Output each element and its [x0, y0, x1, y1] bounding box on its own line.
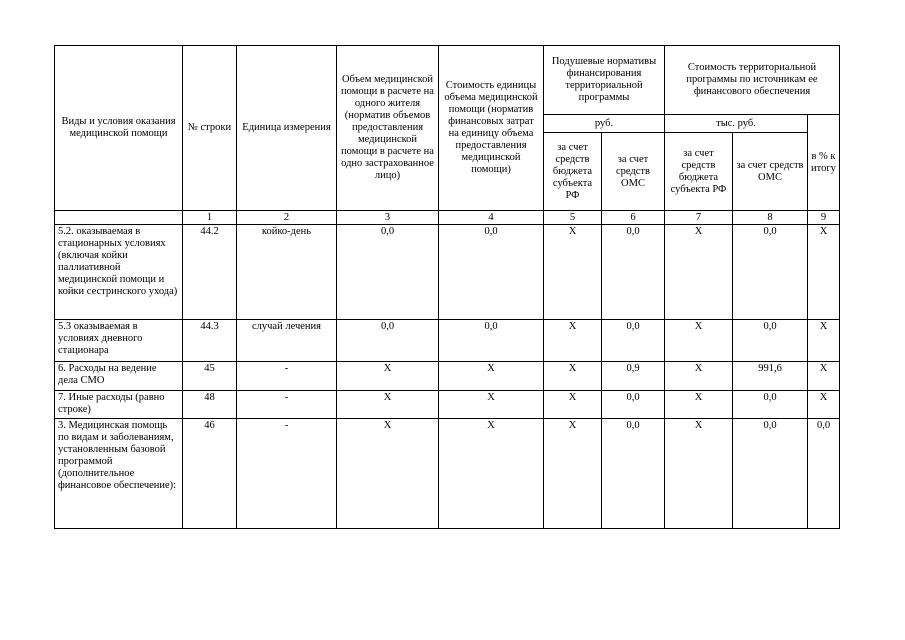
header-per-capita: Подушевые нормативы финансирования территориальной программы [544, 46, 665, 115]
header-budget-rf: за счет средств бюджета субъекта РФ [544, 133, 602, 211]
financing-table [54, 45, 840, 529]
row-percent: Х [808, 391, 840, 419]
header-volume: Объем медицинской помощи в расчете на одного жителя (норматив объемов предоставления медицинской помощи в расчете на одно застрахованное лицо) [337, 46, 439, 211]
row-per-capita-oms: 0,0 [602, 419, 665, 529]
row-percent: 0,0 [808, 419, 840, 529]
row-program-oms: 991,6 [733, 362, 808, 391]
row-unit: - [237, 419, 337, 529]
row-cost: Х [439, 419, 544, 529]
row-unit: - [237, 391, 337, 419]
column-number: 5 [544, 211, 602, 225]
row-per-capita-oms: 0,0 [602, 320, 665, 362]
column-number: 6 [602, 211, 665, 225]
row-name: 5.2. оказываемая в стационарных условиях (включая койки паллиативной медицинской помощи и койки сестринского ухода) [55, 225, 183, 320]
row-name: 6. Расходы на ведение дела СМО [55, 362, 183, 391]
table-row [55, 419, 840, 529]
row-cost: 0,0 [439, 225, 544, 320]
row-program-oms: 0,0 [733, 320, 808, 362]
row-program-budget: Х [665, 391, 733, 419]
row-percent: Х [808, 362, 840, 391]
header-unit-rub: руб. [544, 115, 665, 133]
header-oms-2: за счет средств ОМС [733, 133, 808, 211]
header-type: Виды и условия оказания медицинской помощи [55, 46, 183, 211]
row-volume: Х [337, 419, 439, 529]
row-per-capita-budget: Х [544, 419, 602, 529]
table-row [55, 320, 840, 362]
table-row [55, 225, 840, 320]
column-number-blank [55, 211, 183, 225]
row-per-capita-oms: 0,9 [602, 362, 665, 391]
row-number: 44.3 [183, 320, 237, 362]
column-number: 4 [439, 211, 544, 225]
row-cost: Х [439, 362, 544, 391]
row-per-capita-budget: Х [544, 391, 602, 419]
row-percent: Х [808, 320, 840, 362]
row-name: 5.3 оказываемая в условиях дневного стационара [55, 320, 183, 362]
column-number: 2 [237, 211, 337, 225]
row-program-budget: Х [665, 225, 733, 320]
row-program-oms: 0,0 [733, 225, 808, 320]
column-number: 7 [665, 211, 733, 225]
column-numbers-row [55, 211, 840, 225]
row-percent: Х [808, 225, 840, 320]
row-unit: койко-день [237, 225, 337, 320]
row-per-capita-budget: Х [544, 362, 602, 391]
header-oms: за счет средств ОМС [602, 133, 665, 211]
row-per-capita-budget: Х [544, 320, 602, 362]
header-unit-thous-rub: тыс. руб. [665, 115, 808, 133]
row-name: 3. Медицинская помощь по видам и заболеваниям, установленным базовой программой (дополнительное финансовое обеспечение): [55, 419, 183, 529]
header-program-cost: Стоимость территориальной программы по источникам ее финансового обеспечения [665, 46, 840, 115]
row-volume: 0,0 [337, 225, 439, 320]
row-program-budget: Х [665, 320, 733, 362]
row-volume: Х [337, 362, 439, 391]
header-cost: Стоимость единицы объема медицинской помощи (норматив финансовых затрат на единицу объема предоставления медицинской помощи) [439, 46, 544, 211]
row-per-capita-oms: 0,0 [602, 391, 665, 419]
row-volume: 0,0 [337, 320, 439, 362]
column-number: 3 [337, 211, 439, 225]
table-row [55, 362, 840, 391]
row-cost: 0,0 [439, 320, 544, 362]
row-per-capita-budget: Х [544, 225, 602, 320]
row-number: 48 [183, 391, 237, 419]
header-unit: Единица измерения [237, 46, 337, 211]
column-number: 9 [808, 211, 840, 225]
column-number: 1 [183, 211, 237, 225]
row-unit: - [237, 362, 337, 391]
row-program-budget: Х [665, 362, 733, 391]
row-per-capita-oms: 0,0 [602, 225, 665, 320]
row-name: 7. Иные расходы (равно строке) [55, 391, 183, 419]
header-row-no: № строки [183, 46, 237, 211]
row-number: 46 [183, 419, 237, 529]
header-budget-rf-2: за счет средств бюджета субъекта РФ [665, 133, 733, 211]
row-unit: случай лечения [237, 320, 337, 362]
row-number: 45 [183, 362, 237, 391]
row-number: 44.2 [183, 225, 237, 320]
row-volume: Х [337, 391, 439, 419]
row-program-budget: Х [665, 419, 733, 529]
header-row-1 [55, 46, 840, 115]
table-row [55, 391, 840, 419]
header-percent-total: в % к итогу [808, 115, 840, 211]
column-number: 8 [733, 211, 808, 225]
row-program-oms: 0,0 [733, 419, 808, 529]
row-program-oms: 0,0 [733, 391, 808, 419]
row-cost: Х [439, 391, 544, 419]
